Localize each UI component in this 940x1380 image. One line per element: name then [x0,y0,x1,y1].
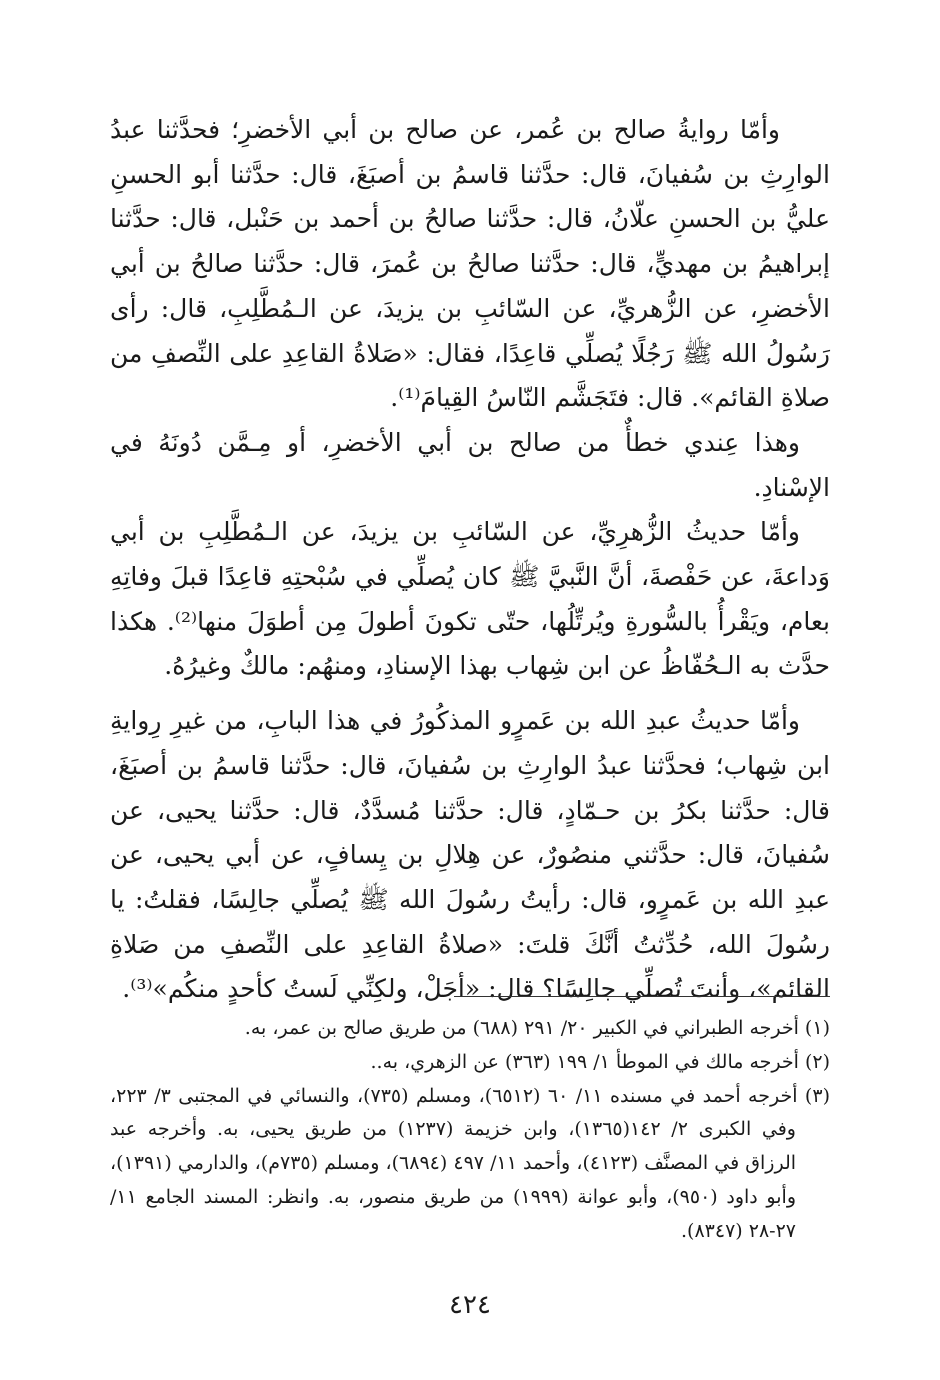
footnotes [110,1012,830,1249]
footnote-divider [454,996,830,997]
paragraph-zuhri-hadith: وأمّا حديثُ الزُّهرِيِّ، عن السّائبِ بن يزيدَ، عن الـمُطَّلِبِ بن أبي وَداعةَ، عن حَفْصةَ، أنَّ النَّبيَّ ﷺ كان يُصلِّي في سُبْحتِهِ قاعِدًا قبلَ وفاتِهِ بعام، ويَقْرأُ بالسُّورةِ ويُرتِّلُها، حتّى تكونَ أطولَ مِن أطوَلَ منها⁽²⁾. هكذا حدَّث به الـحُفّاظُ عن ابن شِهاب بهذا الإسنادِ، ومنهُم: مالكٌ وغيرُهُ. [110,517,831,681]
footnote-3: (٣) أخرجه أحمد في مسنده ١١/ ٦٠ (٦٥١٢)، ومسلم (٧٣٥)، والنسائي في المجتبى ٣/ ٢٢٣، وفي الكبرى ٢/ ١٤٢(١٣٦٥)، وابن خزيمة (١٢٣٧) من طريق يحيى، به. وأخرجه عبد الرزاق في المصنَّف (٤١٢٣)، وأحمد ١١/ ٤٩٧ (٦٨٩٤)، ومسلم (٧٣٥م)، والدارمي (١٣٩١)، وأبو داود (٩٥٠)، وأبو عوانة (١٩٩٩) من طريق منصور، به. وانظر: المسند الجامع ١١/ ٢٧-٢٨ (٨٣٤٧). [110,1084,830,1242]
footnote-2: (٢) أخرجه مالك في الموطأ ١/ ١٩٩ (٣٦٣) عن الزهري، به.. [370,1050,830,1073]
paragraph-error-note: وهذا عِندي خطأٌ من صالح بن أبي الأخضرِ، أو مِـمَّن دُونَهُ في الإسْنادِ. [110,427,830,502]
footnote-1: (١) أخرجه الطبراني في الكبير ٢٠/ ٢٩١ (٦٨٨) من طريق صالح بن عمر، به. [244,1017,830,1039]
page-number: ٤٢٤ [449,1290,491,1320]
paragraph-salih-narration: وأمّا روايةُ صالح بن عُمر، عن صالح بن أبي الأخضرِ؛ فحدَّثنا عبدُ الوارِثِ بن سُفيانَ، قال: حدَّثنا قاسمُ بن أصبَغَ، قال: حدَّثنا أبو الحسنِ عليُّ بن الحسنِ علّانُ، قال: حدَّثنا صالحُ بن أحمد بن حَنْبل، قال: حدَّثنا إبراهيمُ بن مهديٍّ، قال: حدَّثنا صالحُ بن عُمرَ، قال: حدَّثنا صالحُ بن أبي الأخضرِ، عن الزُّهريِّ، عن السّائبِ بن يزيدَ، عن الـمُطَّلِبِ، قال: رأى رَسُولُ الله ﷺ رَجُلًا يُصلِّي قاعِدًا، فقال: «صَلاةُ القاعِدِ على النِّصفِ من صلاةِ القائم». قال: فتَجَشَّم النّاسُ القِيامَ⁽¹⁾. [110,115,830,413]
main-text [110,108,830,1012]
paragraph-abdullah-hadith: وأمّا حديثُ عبدِ الله بن عَمرٍو المذكُورُ في هذا البابِ، من غيرِ رِوايةِ ابن شِهاب؛ فحدَّثنا عبدُ الوارِثِ بن سُفيانَ، قال: حدَّثنا قاسمُ بن أصبَغَ، قال: حدَّثنا بكرُ بن حـمّادٍ، قال: حدَّثنا مُسدَّدٌ، قال: حدَّثنا يحيى، عن سُفيانَ، قال: حدَّثني منصُورٌ، عن هِلالِ بن يِسافٍ، عن أبي يحيى، عن عبدِ الله بن عَمرٍو، قال: رأيتُ رسُولَ الله ﷺ يُصلِّي جالِسًا، فقلتُ: يا رسُولَ الله، حُدِّثتُ أنَّكَ قلتَ: «صلاةُ القاعِدِ على النِّصفِ من صَلاةِ القائم»، وأنتَ تُصلِّي جالِسًا؟ قال: «أجَلْ، ولكِنِّي لَستُ كأحدٍ منكُم»⁽³⁾. [110,706,830,1004]
